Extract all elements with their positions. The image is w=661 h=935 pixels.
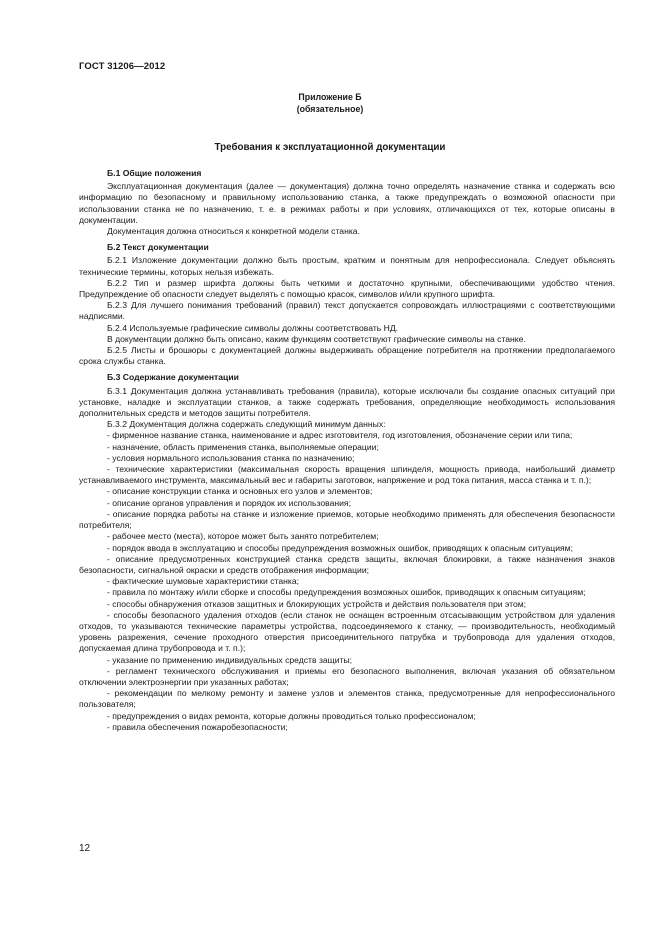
paragraph: Б.3.2 Документация должна содержать следующий минимум данных:	[107, 419, 386, 430]
paragraph: - фирменное название станка, наименование и адрес изготовителя, год изготовления, обозначение серии или типа;	[107, 430, 573, 441]
paragraph: - порядок ввода в эксплуатацию и способы предупреждения возможных ошибок, приводящих к опасным ситуациям;	[107, 542, 573, 553]
document-header: ГОСТ 31206—2012	[79, 61, 166, 72]
appendix-status: (обязательное)	[296, 104, 364, 114]
paragraph: Б.3.1 Документация должна устанавливать требования (правила), которые исключали бы создание опасных ситуаций при установке, наладке и эксплуатации станков, а также содержать требования, определяющие необходимость использования дополнительных средств и методов защиты потребителя.	[79, 385, 615, 419]
paragraph: - назначение, область применения станка, выполняемые операции;	[107, 441, 379, 452]
document-body	[79, 168, 615, 733]
paragraph: Б.2.2 Тип и размер шрифта должны быть четкими и достаточно крупными, обеспечивающими удобство чтения. Предупреждение об опасности следует выделять с помощью красок, символов и/или крупного шрифта.	[79, 277, 615, 300]
paragraph: Эксплуатационная документация (далее — документация) должна точно определять назначение станка и содержать всю информацию по безопасному и правильному использованию станка, а также предупреждать о возможной опасности при использовании станка не по назначению, т. е. в режимах работы и при условиях, отличающихся от тех, которые описаны в документации.	[79, 181, 615, 225]
paragraph: - технические характеристики (максимальная скорость вращения шпинделя, мощность привода, наибольший диаметр устанавливаемого инструмента, максимальный вес и габариты заготовок, напряжение и род тока питания, масса станка и т. п.);	[79, 464, 615, 486]
appendix-title: Приложение Б	[298, 92, 362, 102]
appendix-heading	[79, 91, 581, 115]
paragraph: Б.2.1 Изложение документации должно быть простым, кратким и понятным для непрофессионала. Следует объяснять технические термины, которых нельзя избежать.	[79, 255, 615, 277]
paragraph: - правила по монтажу и/или сборке и способы предупреждения возможных ошибок, приводящих к опасным ситуациям;	[107, 587, 586, 598]
paragraph: Б.2.3 Для лучшего понимания требований (правил) текст допускается сопровождать иллюстрациями с соответствующими надписями.	[79, 300, 615, 322]
paragraph: - фактические шумовые характеристики станка;	[107, 576, 300, 587]
paragraph: - предупреждения о видах ремонта, которые должны проводиться только профессионалом;	[107, 710, 476, 721]
paragraph: - описание конструкции станка и основных его узлов и элементов;	[107, 486, 373, 497]
section-heading: Б.2 Текст документации	[107, 242, 209, 253]
paragraph: - указание по применению индивидуальных средств защиты;	[107, 654, 353, 665]
paragraph: - условия нормального использования станка по назначению;	[107, 452, 355, 463]
page-title: Требования к эксплуатационной документации	[214, 142, 446, 153]
section-heading: Б.3 Содержание документации	[107, 372, 239, 383]
paragraph: Б.2.5 Листы и брошюры с документацией должны выдерживать обращение потребителя на протяжении предполагаемого срока службы станка.	[79, 345, 615, 367]
paragraph: - рекомендации по мелкому ремонту и замене узлов и элементов станка, предусмотренные для непрофессионального пользователя;	[79, 688, 615, 710]
paragraph: - рабочее место (места), которое может быть занято потребителем;	[107, 531, 379, 542]
paragraph: - описание порядка работы на станке и изложение приемов, которые необходимо применять для обеспечения безопасности потребителя;	[79, 508, 615, 531]
paragraph: - описание органов управления и порядок их использования;	[107, 497, 351, 508]
paragraph: Б.2.4 Используемые графические символы должны соответствовать НД.	[107, 322, 399, 333]
paragraph: - правила обеспечения пожаробезопасности;	[107, 721, 288, 732]
paragraph: - способы обнаружения отказов защитных и блокирующих устройств и действия пользователя при этом;	[107, 598, 527, 609]
paragraph: - регламент технического обслуживания и приемы его безопасного выполнения, включая указания об обязательном отключении электроэнергии при указанных работах;	[79, 665, 615, 687]
paragraph: Документация должна относиться к конкретной модели станка.	[107, 226, 360, 237]
paragraph: - описание предусмотренных конструкцией станка средств защиты, включая блокировки, а также назначения знаков безопасности, сигнальной окраски и средств отображения информации;	[79, 553, 615, 575]
page-number: 12	[79, 843, 91, 854]
paragraph: В документации должно быть описано, каким функциям соответствуют графические символы на станке.	[107, 333, 526, 344]
paragraph: - способы безопасного удаления отходов (если станок не оснащен встроенным отсасывающим устройством для удаления отходов, то указываются технические параметры устройства, подсоединяемого к станку, — производительность, необходимый уровень разрежения, сечение проходного отверстия присоединительного патрубка и трубопровода для удаления отходов, допускаемая длина трубопровода и т. п.);	[79, 609, 615, 654]
section-heading: Б.1 Общие положения	[107, 168, 202, 178]
